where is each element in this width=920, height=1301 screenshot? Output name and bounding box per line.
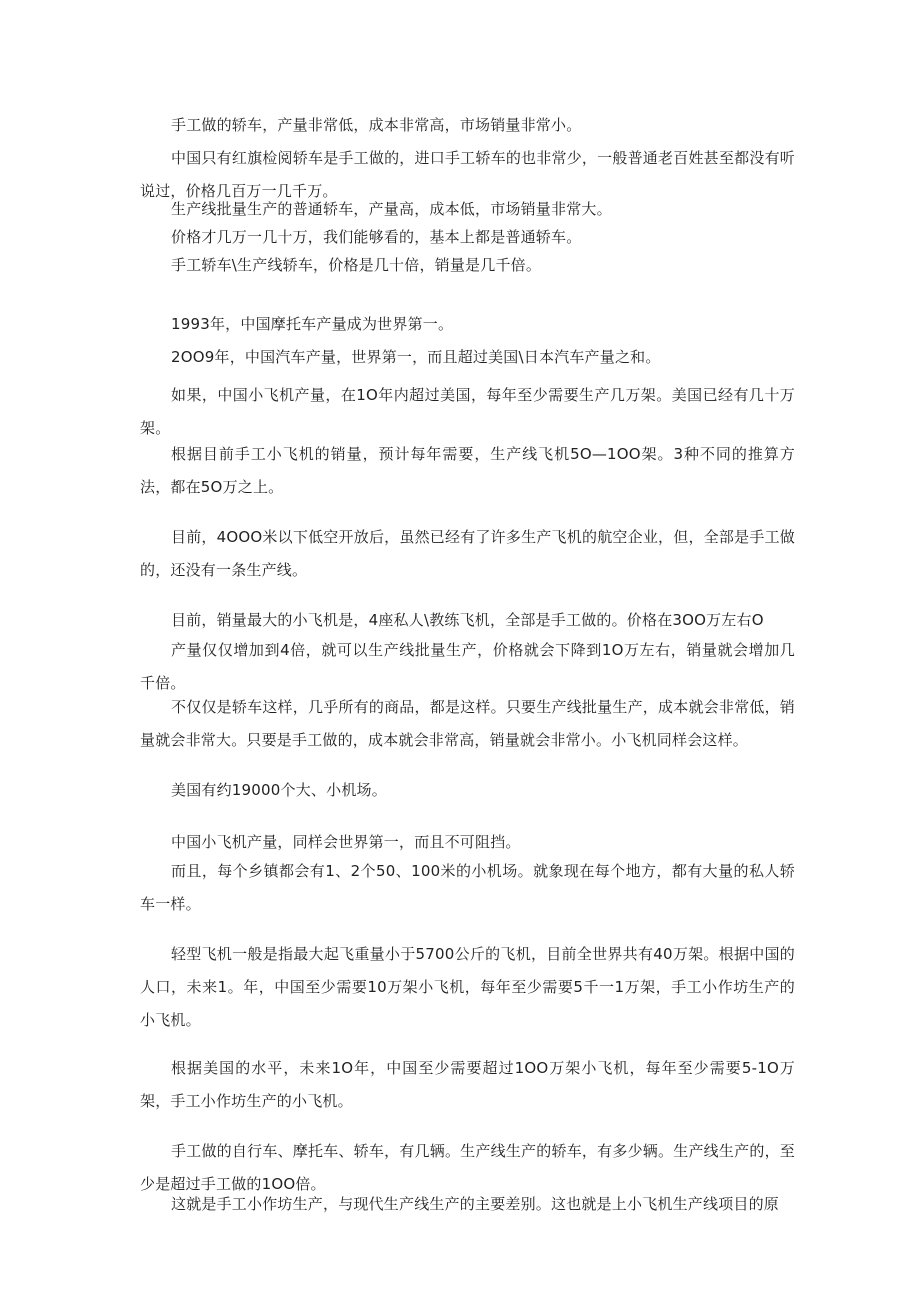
paragraph: 根据美国的水平，未来1O年，中国至少需要超过1OO万架小飞机，每年至少需要5-1O万架，手工小作坊生产的小飞机。 (140, 1059, 795, 1110)
paragraph: 价格才几万一几十万，我们能够看的，基本上都是普通轿车。 (171, 228, 582, 246)
paragraph: 如果，中国小飞机产量，在1O年内超过美国，每年至少需要生产几万架。美国已经有几十万架。 (140, 386, 795, 437)
paragraph: 2OO9年，中国汽车产量，世界第一，而且超过美国\日本汽车产量之和。 (171, 348, 661, 366)
paragraph: 1993年，中国摩托车产量成为世界第一。 (171, 315, 454, 333)
paragraph: 目前，4OOO米以下低空开放后，虽然已经有了许多生产飞机的航空企业，但，全部是手工做的，还没有一条生产线。 (140, 528, 795, 579)
paragraph: 手工做的轿车，产量非常低，成本非常高，市场销量非常小。 (171, 116, 582, 134)
paragraph: 轻型飞机一般是指最大起飞重量小于5700公斤的飞机，目前全世界共有40万架。根据中国的人口，未来1。年，中国至少需要10万架小飞机，每年至少需要5千一1万架，手工小作坊生产的小飞机。 (140, 945, 795, 1029)
paragraph: 美国有约19000个大、小机场。 (171, 781, 387, 799)
paragraph: 不仅仅是轿车这样，几乎所有的商品，都是这样。只要生产线批量生产，成本就会非常低，销量就会非常大。只要是手工做的，成本就会非常高，销量就会非常小。小飞机同样会这样。 (140, 698, 795, 749)
paragraph: 根据目前手工小飞机的销量，预计每年需要，生产线飞机5O—1OO架。3种不同的推算方法，都在5O万之上。 (140, 445, 795, 496)
paragraph: 手工轿车\生产线轿车，价格是几十倍，销量是几千倍。 (171, 256, 542, 274)
paragraph: 目前，销量最大的小飞机是，4座私人\教练飞机，全部是手工做的。价格在3OO万左右O (171, 611, 764, 629)
paragraph: 手工做的自行车、摩托车、轿车，有几辆。生产线生产的轿车，有多少辆。生产线生产的，至少是超过手工做的1OO倍。 (140, 1142, 795, 1193)
paragraph: 生产线批量生产的普通轿车，产量高，成本低，市场销量非常大。 (171, 200, 612, 218)
paragraph: 中国小飞机产量，同样会世界第一，而且不可阻挡。 (171, 833, 521, 851)
paragraph: 这就是手工小作坊生产，与现代生产线生产的主要差别。这也就是上小飞机生产线项目的原 (171, 1195, 780, 1213)
paragraph: 而且，每个乡镇都会有1、2个50、100米的小机场。就象现在每个地方，都有大量的私人轿车一样。 (140, 862, 795, 913)
paragraph: 中国只有红旗检阅轿车是手工做的，进口手工轿车的也非常少，一般普通老百姓甚至都没有听说过，价格几百万一几千万。 (140, 149, 795, 200)
paragraph: 产量仅仅增加到4倍，就可以生产线批量生产，价格就会下降到1O万左右，销量就会增加几千倍。 (140, 641, 795, 692)
